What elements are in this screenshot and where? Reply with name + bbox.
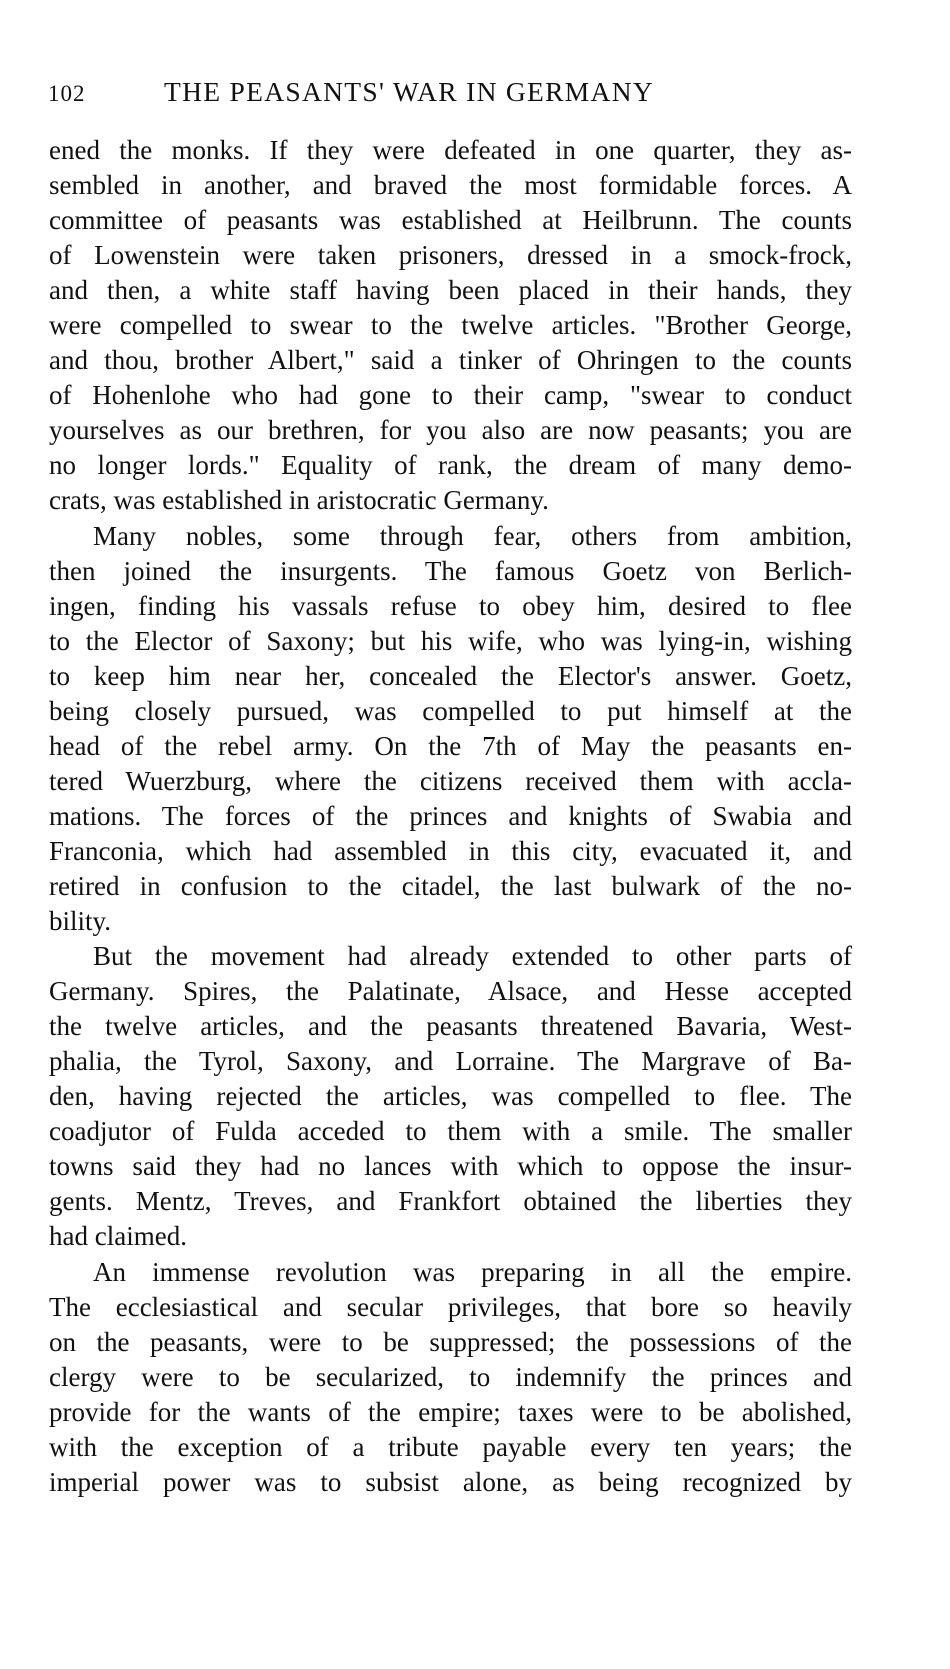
text-line: tered Wuerzburg, where the citizens received them with accla-: [49, 765, 852, 796]
text-line: But the movement had already extended to other parts of: [93, 941, 852, 972]
text-line: on the peasants, were to be suppressed; the possessions of the: [49, 1326, 852, 1357]
running-title: THE PEASANTS' WAR IN GERMANY: [164, 76, 655, 107]
text-line: with the exception of a tribute payable every ten years; the: [49, 1431, 852, 1462]
body-text: [49, 133, 852, 1500]
text-line: Franconia, which had assembled in this city, evacuated it, and: [49, 835, 852, 866]
text-line: no longer lords." Equality of rank, the dream of many demo-: [49, 450, 852, 481]
text-line: then joined the insurgents. The famous Goetz von Berlich-: [49, 555, 852, 586]
text-line: crats, was established in aristocratic Germany.: [49, 485, 549, 516]
text-line: provide for the wants of the empire; taxes were to be abolished,: [49, 1396, 852, 1427]
text-line: and then, a white staff having been placed in their hands, they: [49, 275, 852, 306]
text-line: The ecclesiastical and secular privileges, that bore so heavily: [49, 1291, 852, 1322]
paragraph-3: [49, 939, 852, 1254]
text-line: Germany. Spires, the Palatinate, Alsace, and Hesse accepted: [49, 976, 852, 1007]
text-line: towns said they had no lances with which to oppose the insur-: [49, 1151, 852, 1182]
text-line: ened the monks. If they were defeated in one quarter, they as-: [49, 135, 852, 165]
paragraph-1: [49, 133, 852, 519]
text-line: and thou, brother Albert," said a tinker of Ohringen to the counts: [49, 345, 852, 376]
text-line: Many nobles, some through fear, others from ambition,: [93, 520, 852, 551]
text-line: imperial power was to subsist alone, as being recognized by: [49, 1466, 852, 1497]
text-line: retired in confusion to the citadel, the last bulwark of the no-: [49, 870, 852, 901]
paragraph-4: [49, 1255, 852, 1500]
running-head: [48, 72, 908, 112]
text-line: An immense revolution was preparing in all the empire.: [93, 1256, 852, 1287]
text-line: mations. The forces of the princes and knights of Swabia and: [49, 800, 852, 831]
text-line: of Lowenstein were taken prisoners, dressed in a smock-frock,: [49, 240, 852, 271]
page-number: 102: [48, 81, 86, 106]
text-line: sembled in another, and braved the most formidable forces. A: [49, 170, 852, 201]
text-line: being closely pursued, was compelled to put himself at the: [49, 695, 852, 726]
text-line: head of the rebel army. On the 7th of May the peasants en-: [49, 730, 852, 761]
text-line: committee of peasants was established at Heilbrunn. The counts: [49, 205, 852, 236]
text-line: of Hohenlohe who had gone to their camp, "swear to conduct: [49, 380, 852, 411]
text-line: to keep him near her, concealed the Elector's answer. Goetz,: [49, 660, 852, 691]
text-line: had claimed.: [49, 1221, 187, 1252]
text-line: gents. Mentz, Treves, and Frankfort obtained the liberties they: [49, 1186, 852, 1217]
text-line: the twelve articles, and the peasants threatened Bavaria, West-: [49, 1011, 852, 1042]
text-line: den, having rejected the articles, was compelled to flee. The: [49, 1081, 852, 1112]
text-line: to the Elector of Saxony; but his wife, who was lying-in, wishing: [49, 625, 852, 656]
text-line: bility.: [49, 906, 112, 937]
text-line: phalia, the Tyrol, Saxony, and Lorraine. The Margrave of Ba-: [49, 1046, 852, 1077]
text-line: were compelled to swear to the twelve articles. "Brother George,: [49, 310, 852, 341]
text-line: coadjutor of Fulda acceded to them with a smile. The smaller: [49, 1116, 852, 1147]
text-line: clergy were to be secularized, to indemnify the princes and: [49, 1361, 852, 1392]
text-line: ingen, finding his vassals refuse to obey him, desired to flee: [49, 590, 852, 621]
text-line: yourselves as our brethren, for you also are now peasants; you are: [49, 415, 852, 446]
paragraph-2: [49, 519, 852, 940]
